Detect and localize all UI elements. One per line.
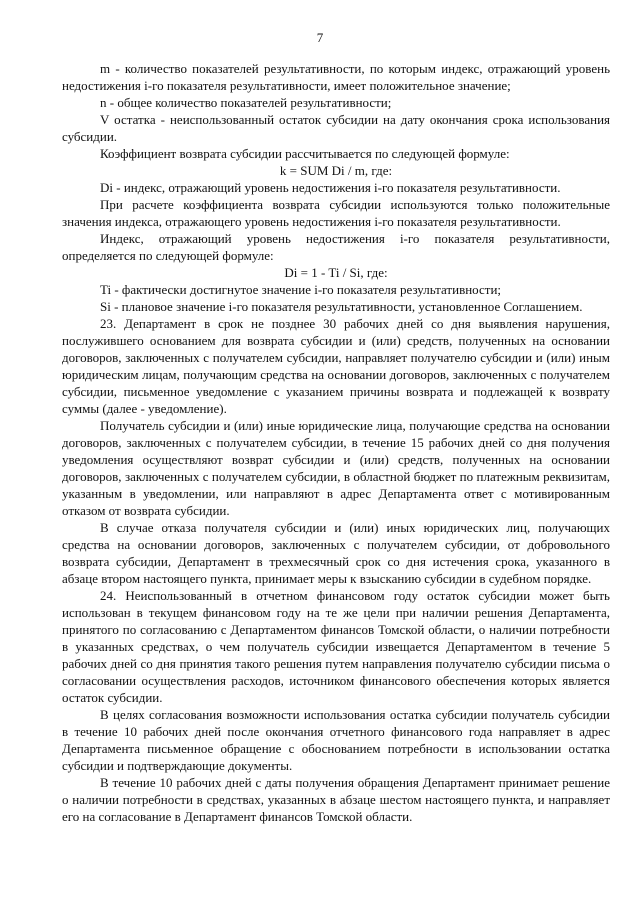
paragraph-index-intro: Индекс, отражающий уровень недостижения i-го показателя результативности, определяется по следующей формуле:	[62, 231, 610, 263]
paragraph-return-obligation: Получатель субсидии и (или) иные юридические лица, получающие средства на основании договоров, заключенных с получателем субсидии, в течение 15 рабочих дней со дня получения уведомления осуществляют возврат субсидии и (или) средств, полученных на основании договоров, заключенных с получателем субсидии, в областной бюджет по платежным реквизитам, указанным в уведомлении, или направляют в адрес Департамента ответ с мотивированным отказом от возврата субсидии.	[62, 418, 610, 518]
paragraph-clause-23: 23. Департамент в срок не позднее 30 рабочих дней со дня выявления нарушения, послужившего основанием для возврата субсидии и (или) средств, полученных на основании договоров, заключенных с получателем субсидии, направляет получателю субсидии и (или) иным юридическим лицам, получающим средства на основании договоров, заключенных с получателем субсидии, письменное уведомление с указанием причины возврата и подлежащей к возврату суммы (далее - уведомление).	[62, 316, 610, 416]
document-body	[62, 60, 610, 825]
page-number: 7	[316, 30, 324, 45]
formula-k: k = SUM Di / m, где:	[279, 163, 393, 178]
paragraph-n-definition: n - общее количество показателей результативности;	[100, 95, 392, 110]
paragraph-positive-values: При расчете коэффициента возврата субсидии используются только положительные значения индекса, отражающего уровень недостижения i-го показателя результативности.	[62, 197, 610, 229]
paragraph-ti-definition: Ti - фактически достигнутое значение i-го показателя результативности;	[100, 282, 502, 297]
paragraph-decision: В течение 10 рабочих дней с даты получения обращения Департамент принимает решение о наличии потребности в средствах, указанных в абзаце шестом настоящего пункта, и направляет его на согласование в Департамент финансов Томской области.	[62, 775, 610, 824]
paragraph-v-definition: V остатка - неиспользованный остаток субсидии на дату окончания срока использования субсидии.	[62, 112, 610, 144]
paragraph-approval-request: В целях согласования возможности использования остатка субсидии получатель субсидии в течение 10 рабочих дней после окончания отчетного финансового года направляет в адрес Департамента письменное обращение с обоснованием потребности в использовании остатка субсидии и подтверждающие документы.	[62, 707, 610, 773]
paragraph-clause-24: 24. Неиспользованный в отчетном финансовом году остаток субсидии может быть использован в текущем финансовом году на те же цели при наличии решения Департамента, принятого по согласованию с Департаментом финансов Томской области, о наличии потребности в указанных средствах, о чем получатель субсидии извещается Департаментом в течение 5 рабочих дней со дня принятия такого решения путем направления получателю субсидии письма о согласовании осуществления расходов, источником финансового обеспечения которых является остаток субсидии.	[62, 588, 610, 705]
paragraph-si-definition: Si - плановое значение i-го показателя результативности, установленное Соглашением.	[100, 299, 583, 314]
paragraph-refusal-case: В случае отказа получателя субсидии и (или) иных юридических лиц, получающих средства на основании договоров, заключенных с получателем субсидии, от добровольного возврата субсидии, Департамент в трехмесячный срок со дня истечения срока, указанного в абзаце втором настоящего пункта, принимает меры к взысканию субсидии в судебном порядке.	[62, 520, 610, 586]
paragraph-m-definition: m - количество показателей результативности, по которым индекс, отражающий уровень недостижения i-го показателя результативности, имеет положительное значение;	[62, 61, 610, 93]
paragraph-coefficient-intro: Коэффициент возврата субсидии рассчитывается по следующей формуле:	[100, 146, 510, 161]
paragraph-di-definition: Di - индекс, отражающий уровень недостижения i-го показателя результативности.	[100, 180, 561, 195]
formula-di: Di = 1 - Ti / Si, где:	[284, 265, 388, 280]
